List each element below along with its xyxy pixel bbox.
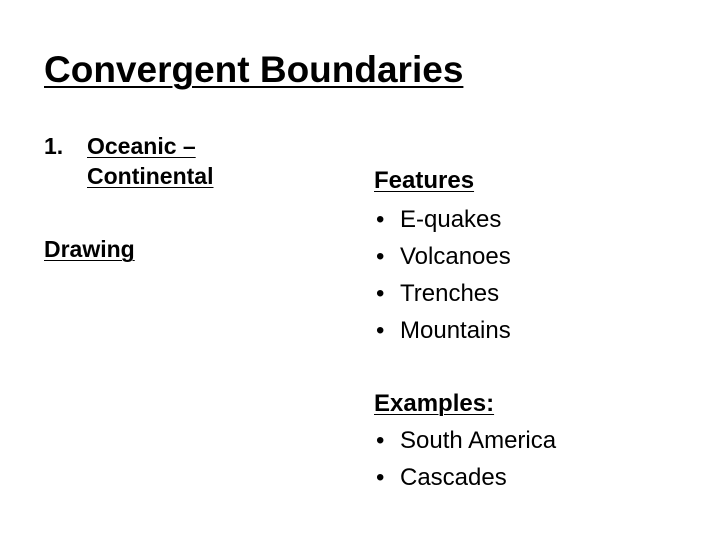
example-item [374,459,556,496]
bullet-icon: • [376,317,385,344]
feature-item-text: Trenches [400,280,500,307]
bullet-icon: • [376,243,385,270]
feature-item [374,275,511,312]
examples-list [374,422,556,496]
bullet-icon: • [376,280,385,307]
feature-item-text: Mountains [400,317,511,344]
feature-item [374,238,511,275]
feature-item [374,312,511,349]
feature-item-text: Volcanoes [400,243,511,270]
examples-heading: Examples: [374,390,495,417]
bullet-icon: • [376,464,385,491]
bullet-icon: • [376,427,385,454]
feature-item-text: E-quakes [400,206,502,233]
example-item-text: South America [400,427,557,454]
example-item [374,422,556,459]
list-item-number: 1. [44,133,64,159]
features-heading: Features [374,167,475,194]
slide-title: Convergent Boundaries [44,49,464,90]
features-list [374,201,511,349]
example-item-text: Cascades [400,464,507,491]
bullet-icon: • [376,206,385,233]
list-item-text: Oceanic – Continental [87,133,214,189]
feature-item [374,201,511,238]
drawing-label: Drawing [44,236,135,262]
